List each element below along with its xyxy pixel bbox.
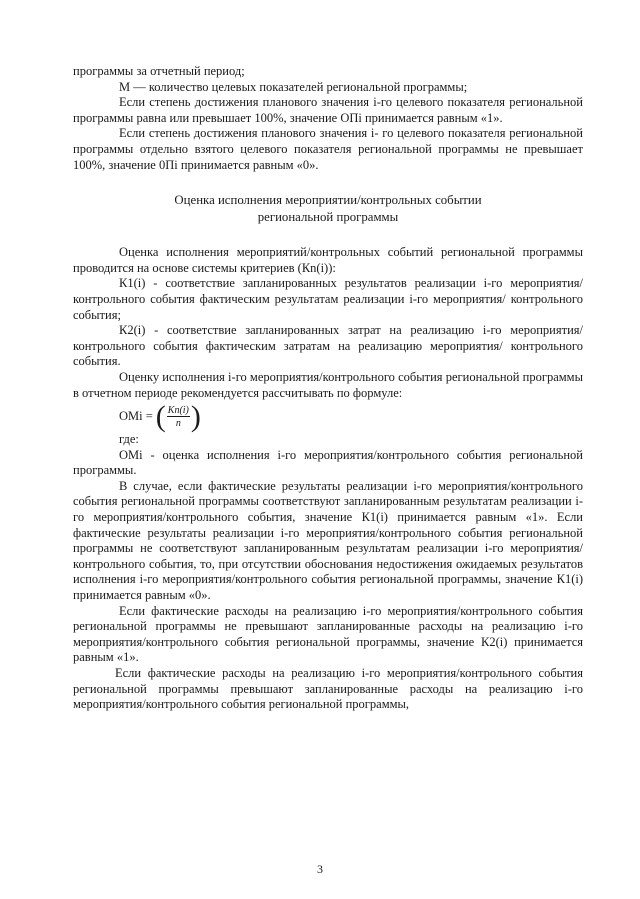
heading-line-1: Оценка исполнения мероприятии/контрольных событии (174, 193, 482, 208)
heading-line-2: региональной программы (257, 210, 399, 225)
where-label: где: (119, 432, 139, 447)
paragraph: Если степень достижения планового значения i-го целевого показателя региональной программы равна или превышает 100%, значение ОПi принимается равным «1». (73, 95, 583, 125)
formula-lhs: ОМi = (119, 408, 153, 423)
paragraph: программы за отчетный период; (73, 64, 245, 78)
paragraph: Оценка исполнения мероприятий/контрольных событий региональной программы проводится на основе системы критериев (Кn(i)): (73, 245, 583, 275)
paragraph: Оценку исполнения i-го мероприятия/контрольного события региональной программы в отчетном периоде рекомендуется рассчитывать по формуле: (73, 369, 583, 400)
body-text (73, 64, 583, 713)
paragraph: Если фактические расходы на реализацию i-го мероприятия/контрольного события региональной программы не превышают запланированные расходы на реализацию i-го мероприятия/контрольного события региональной программы, значение К2(i) принимается равным «1». (73, 603, 583, 665)
page-number: 3 (317, 862, 323, 876)
paragraph: К1(i) - соответствие запланированных результатов реализации i-го мероприятия/ контрольного события фактическим результатам реализации i-го мероприятия/ контрольного события; (73, 276, 583, 322)
formula-denominator: n (175, 417, 181, 429)
paragraph: Если степень достижения планового значения i- го целевого показателя региональной программы отдельно взятого целевого показателя региональной программы не превышает 100%, значение 0Пi принимается равным «0». (73, 126, 583, 172)
formula-open-paren: ( (155, 399, 166, 433)
paragraph: ОМi - оценка исполнения i-го мероприятия/контрольного события региональной программы. (73, 447, 583, 478)
paragraph: К2(i) - соответствие запланированных затрат на реализацию i-го мероприятия/ контрольного события фактическим затратам на реализацию мероприятия/ контрольного события. (73, 323, 583, 369)
paragraph: М — количество целевых показателей региональной программы; (119, 79, 468, 94)
section-heading (73, 192, 583, 226)
formula-fraction (167, 405, 190, 429)
formula (73, 401, 583, 432)
formula-numerator: Кn(i) (167, 404, 189, 416)
paragraph: Если фактические расходы на реализацию i-го мероприятия/контрольного события региональной программы превышают запланированные расходы на реализацию i-го мероприятия/контрольного события региональной программы, (73, 666, 583, 712)
formula-close-paren: ) (190, 399, 201, 433)
paragraph: В случае, если фактические результаты реализации i-го мероприятия/контрольного события региональной программы соответствуют запланированным результатам реализации i-го мероприятия/контрольного события, значение К1(i) принимается равным «1». Если фактические результаты реализации i-го мероприятия/контрольного события региональной программы не соответствуют запланированным результатам реализации i-го мероприятия/контрольного события, то, при отсутствии обоснования недостижения ожидаемых результатов исполнения i-го мероприятия/контрольного события региональной программы, значение К1(i) принимается равным «0». (73, 478, 583, 603)
